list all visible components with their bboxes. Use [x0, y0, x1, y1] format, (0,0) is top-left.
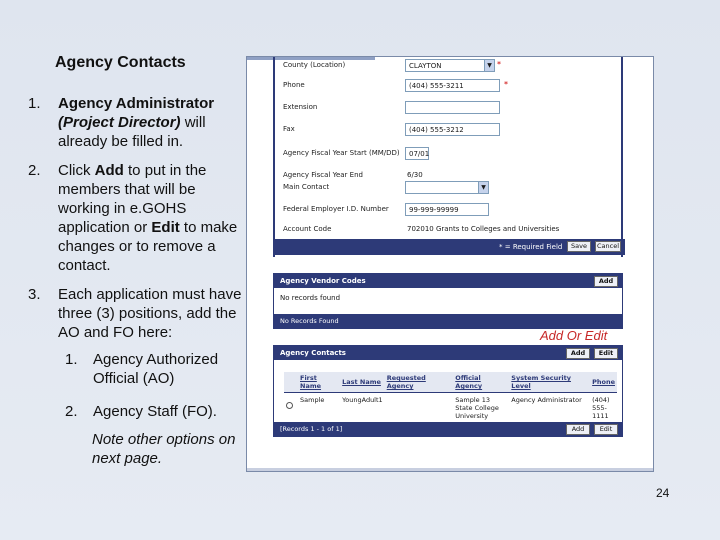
contacts-header: Agency Contacts Add Edit — [274, 346, 622, 360]
column-header[interactable]: Phone — [590, 372, 617, 393]
add-vendor-code-button[interactable]: Add — [594, 276, 618, 287]
window-bottom-strip — [247, 468, 654, 471]
sub-list-item: 1. Agency Authorized Official (AO) — [65, 351, 219, 387]
slide-title: Agency Contacts — [55, 54, 186, 71]
column-header[interactable]: Last Name — [340, 372, 385, 393]
sub-list — [65, 350, 246, 421]
chevron-down-icon[interactable]: ▼ — [478, 182, 488, 193]
vendor-footer: No Records Found — [274, 314, 622, 328]
save-button[interactable]: Save — [567, 241, 591, 252]
field-phone: Phone (404) 555-3211 * — [283, 80, 508, 90]
field-fy-end: Agency Fiscal Year End 6/30 — [283, 171, 423, 179]
page-number: 24 — [656, 486, 670, 500]
fy-start-input[interactable]: 07/01 — [405, 147, 429, 160]
field-fy-start: Agency Fiscal Year Start (MM/DD) 07/01 — [283, 149, 430, 158]
field-fax: Fax (404) 555-3212 — [283, 123, 613, 137]
add-contact-button-bottom[interactable]: Add — [566, 424, 590, 435]
column-header[interactable]: Official Agency — [453, 372, 509, 393]
list-item: 1. Agency Administrator (Project Director) will already be filled in. — [28, 95, 215, 150]
edit-contact-button-bottom[interactable]: Edit — [594, 424, 618, 435]
chevron-down-icon[interactable]: ▼ — [484, 60, 494, 71]
app-screenshot — [246, 56, 654, 472]
add-contact-button[interactable]: Add — [566, 348, 590, 359]
column-header[interactable]: Requested Agency — [385, 372, 454, 393]
field-county: County (Location) CLAYTON ▼ * — [283, 60, 501, 70]
list-item: 3. Each application must have three (3) positions, add the AO and FO here: — [28, 286, 242, 341]
note-text: Note other options on next page. — [92, 431, 236, 467]
county-select[interactable]: CLAYTON ▼ — [405, 59, 495, 72]
fax-input[interactable]: (404) 555-3212 — [405, 123, 500, 136]
phone-input[interactable]: (404) 555-3211 — [405, 79, 500, 92]
vendor-empty-text: No records found — [280, 294, 341, 302]
row-select-radio[interactable] — [286, 402, 293, 409]
contacts-table — [284, 372, 617, 423]
extension-input[interactable] — [405, 101, 500, 114]
cancel-button[interactable]: Cancel — [596, 242, 620, 250]
edit-contact-button[interactable]: Edit — [594, 348, 618, 359]
fein-input[interactable]: 99-999-99999 — [405, 203, 489, 216]
add-or-edit-callout: Add Or Edit — [540, 328, 608, 343]
required-marker: * — [497, 60, 501, 69]
table-row[interactable]: Sample YoungAdult1 Sample 13 State College University Agency Administrator (404) 555-1111 — [284, 393, 617, 424]
vendor-codes-panel — [273, 273, 623, 329]
field-account-code: Account Code 702010 Grants to Colleges and Universities — [283, 225, 560, 233]
main-contact-select[interactable] — [405, 181, 489, 194]
column-header[interactable]: System Security Level — [509, 372, 590, 393]
field-main-contact: Main Contact ▼ — [283, 181, 613, 195]
instruction-list — [28, 94, 246, 435]
required-field-note: * = Required Field — [499, 243, 563, 251]
required-marker: * — [504, 80, 508, 89]
vendor-codes-header: Agency Vendor Codes Add — [274, 274, 622, 288]
form-footer-bar — [275, 239, 625, 255]
field-extension: Extension — [283, 101, 613, 115]
contacts-footer: [Records 1 - 1 of 1] Add Edit — [274, 422, 622, 436]
table-header-row — [284, 372, 617, 393]
agency-contacts-panel — [273, 345, 623, 437]
agency-form — [273, 57, 623, 257]
list-item: 2. Click Add to put in the members that will be working in e.GOHS application or Edit to make changes or to remove a contact. — [28, 162, 238, 274]
sub-list-item: 2. Agency Staff (FO). — [65, 403, 217, 420]
field-fein: Federal Employer I.D. Number 99-999-99999 — [283, 203, 613, 217]
column-header[interactable]: First Name — [298, 372, 340, 393]
